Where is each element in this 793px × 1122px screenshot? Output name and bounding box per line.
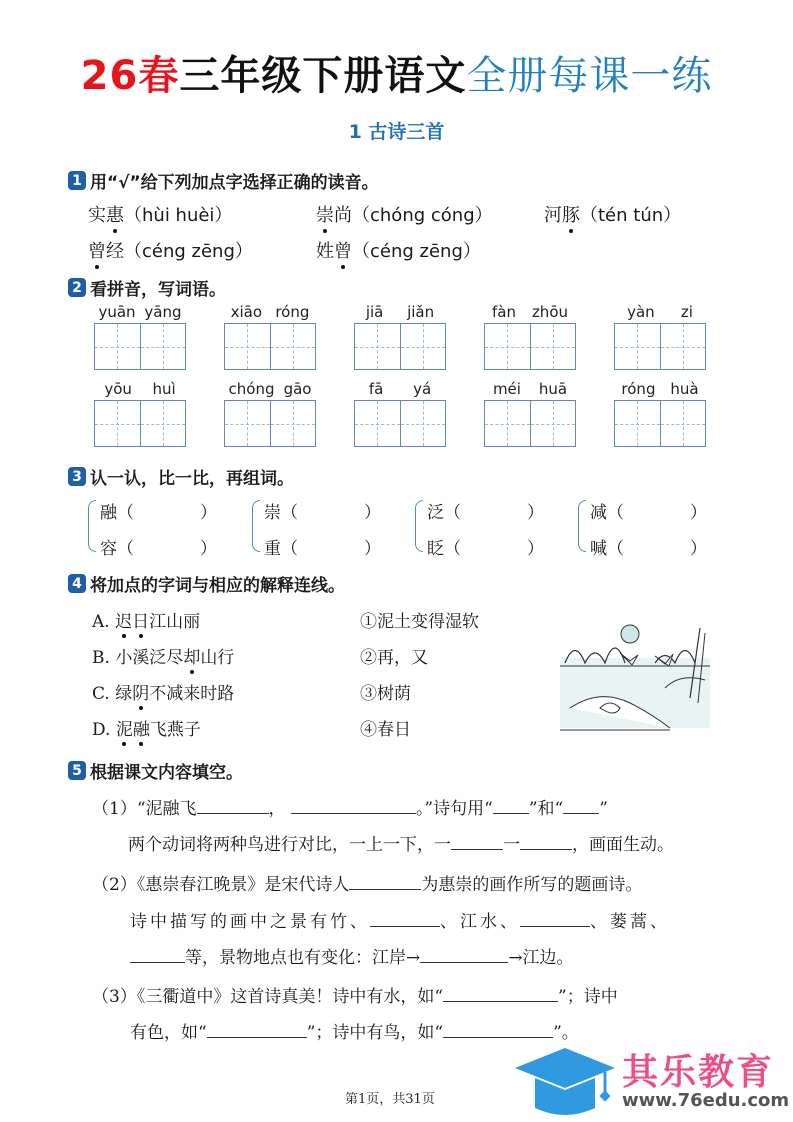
pinyin-syllable: méi <box>492 380 521 398</box>
character-box[interactable] <box>271 324 316 369</box>
section-4-heading <box>68 571 345 596</box>
character-box[interactable] <box>95 324 141 369</box>
pinyin-syllable: yuān <box>98 303 136 321</box>
pinyin-syllable: huà <box>670 380 699 398</box>
blank-field[interactable] <box>349 872 421 890</box>
pinyin-writing-grid <box>224 380 316 448</box>
character-box[interactable] <box>141 324 186 369</box>
tian-zi-ge-boxes <box>224 323 316 370</box>
compare-row[interactable]: 融（ ） <box>100 503 217 523</box>
match-right-3[interactable]: ③树荫 <box>360 684 411 704</box>
section-number-badge: 2 <box>68 278 86 297</box>
dotted-char: 日 <box>132 607 149 632</box>
pinyin-syllable: fàn <box>491 303 516 321</box>
option-letter: B. <box>92 648 116 668</box>
option-letter: D. <box>92 720 116 740</box>
blank-field[interactable] <box>451 832 503 850</box>
dotted-char: 曾 <box>88 237 106 263</box>
poem-text: 江山丽 <box>149 612 201 632</box>
char-compare-pair-4 <box>578 496 728 559</box>
fill-q2-line3: 等，景物地点也有变化：江岸→ →江边。 <box>130 943 574 968</box>
character-box[interactable] <box>485 324 531 369</box>
poem-illustration <box>560 618 720 738</box>
char: 姓 <box>316 241 334 262</box>
pinyin-options[interactable]: （chóng cóng） <box>352 205 493 226</box>
dotted-char: 崇 <box>316 201 334 227</box>
character-box[interactable] <box>661 324 706 369</box>
section-3-title: 认一认，比一比，再组词。 <box>90 469 294 489</box>
tian-zi-ge-boxes <box>354 400 446 447</box>
tian-zi-ge-boxes <box>224 400 316 447</box>
title-series: 全册每课一练 <box>466 53 713 99</box>
character-box[interactable] <box>661 401 706 446</box>
option-letter: A. <box>92 612 116 632</box>
section-number-badge: 5 <box>68 761 86 780</box>
character-box[interactable] <box>485 401 531 446</box>
pinyin-syllable: yōu <box>104 380 132 398</box>
pinyin-syllable: huā <box>538 380 568 398</box>
blank-field[interactable] <box>443 984 558 1002</box>
character-box[interactable] <box>531 401 576 446</box>
fill-q2-line2: 诗中描写的画中之景有竹、 、江水、 、蒌蒿、 <box>130 907 670 932</box>
brace-icon <box>415 500 423 552</box>
section-4-title: 将加点的字词与相应的解释连线。 <box>90 576 345 596</box>
compare-row[interactable]: 重（ ） <box>264 539 381 559</box>
pinyin-options[interactable]: （céng zēng） <box>352 241 481 262</box>
char-compare-pair-2 <box>252 496 402 559</box>
dotted-char: 迟 <box>115 607 132 632</box>
char-compare-pair-1 <box>88 496 238 559</box>
character-box[interactable] <box>271 401 316 446</box>
pinyin-writing-grid <box>94 380 186 448</box>
pinyin-syllable: zhōu <box>531 303 569 321</box>
page-title <box>0 44 793 101</box>
pinyin-writing-grid <box>614 303 706 371</box>
blank-field[interactable] <box>207 1020 307 1038</box>
character-box[interactable] <box>401 401 446 446</box>
pinyin-options[interactable]: （céng zēng） <box>124 241 253 262</box>
compare-row[interactable]: 容（ ） <box>100 539 217 559</box>
pinyin-writing-grid <box>614 380 706 448</box>
pronunciation-item-2 <box>316 201 493 227</box>
pinyin-syllable: yāng <box>144 303 182 321</box>
pinyin-writing-grid <box>484 380 576 448</box>
match-left-3[interactable] <box>92 679 234 704</box>
pinyin-syllable: yàn <box>627 303 655 321</box>
character-box[interactable] <box>225 401 271 446</box>
blank-field[interactable] <box>420 945 508 963</box>
pinyin-label <box>484 303 576 321</box>
pinyin-syllable: chóng <box>228 380 275 398</box>
pronunciation-item-1 <box>88 201 232 227</box>
poem-text: 绿 <box>115 684 133 704</box>
pinyin-label <box>94 380 186 398</box>
pinyin-label <box>224 380 316 398</box>
pinyin-writing-grid <box>94 303 186 371</box>
pinyin-label <box>94 303 186 321</box>
match-left-2[interactable] <box>92 643 234 668</box>
pinyin-label <box>354 380 446 398</box>
char: 实 <box>88 205 106 226</box>
page-number: 第1页，共31页 <box>345 1092 435 1107</box>
pronunciation-item-4 <box>88 237 253 263</box>
blank-field[interactable] <box>370 909 440 927</box>
blank-field[interactable] <box>520 909 590 927</box>
title-year: 26春 <box>80 53 180 99</box>
pinyin-writing-grid <box>224 303 316 371</box>
pinyin-writing-grid <box>484 303 576 371</box>
blank-field[interactable] <box>520 832 572 850</box>
pinyin-syllable: gāo <box>283 380 312 398</box>
blank-field[interactable] <box>493 796 529 814</box>
blank-field[interactable] <box>130 945 185 963</box>
pinyin-label <box>614 380 706 398</box>
tian-zi-ge-boxes <box>94 400 186 447</box>
watermark-logo <box>510 1038 793 1122</box>
character-box[interactable] <box>225 324 271 369</box>
pinyin-syllable: zi <box>680 303 693 321</box>
fill-q3-line2: 有色，如“ ”；诗中有鸟，如“ ”。 <box>130 1018 579 1043</box>
section-number-badge: 4 <box>68 574 86 593</box>
section-2-title: 看拼音，写词语。 <box>90 280 226 300</box>
tian-zi-ge-boxes <box>94 323 186 370</box>
pinyin-syllable: jiǎn <box>407 303 435 321</box>
pronunciation-item-3 <box>544 201 681 227</box>
pinyin-syllable: róng <box>275 303 310 321</box>
pinyin-label <box>224 303 316 321</box>
brace-icon <box>88 500 96 552</box>
match-left-1[interactable] <box>92 607 200 632</box>
char: 尚 <box>334 205 352 226</box>
fill-q3-line1: （3）《三衢道中》这首诗真美！诗中有水，如“ ”；诗中 <box>92 982 618 1007</box>
section-3-heading <box>68 464 294 489</box>
pronunciation-item-5 <box>316 237 481 263</box>
poem-text: 山行 <box>200 648 235 668</box>
brace-icon <box>578 500 586 552</box>
match-left-4[interactable] <box>92 715 201 740</box>
section-5-heading <box>68 758 243 783</box>
fill-q2-line1: （2）《惠崇春江晚景》是宋代诗人 为惠崇的画作所写的题画诗。 <box>92 870 642 895</box>
character-box[interactable] <box>355 401 401 446</box>
pinyin-writing-grid <box>354 303 446 371</box>
graduation-cap-icon <box>510 1038 620 1122</box>
lesson-title: 1 古诗三首 <box>348 121 445 143</box>
section-1-heading <box>68 168 379 193</box>
character-box[interactable] <box>141 401 186 446</box>
dotted-char: 豚 <box>562 201 580 227</box>
character-box[interactable] <box>615 401 661 446</box>
tian-zi-ge-boxes <box>354 323 446 370</box>
section-number-badge: 1 <box>68 171 86 190</box>
match-right-4[interactable]: ④春日 <box>360 720 411 740</box>
blank-field[interactable] <box>291 796 416 814</box>
dotted-char: 却 <box>183 643 200 668</box>
char: 河 <box>544 205 562 226</box>
tian-zi-ge-boxes <box>484 323 576 370</box>
section-number-badge: 3 <box>68 467 86 486</box>
tian-zi-ge-boxes <box>614 400 706 447</box>
compare-row[interactable]: 崇（ ） <box>264 503 381 523</box>
pinyin-label <box>484 380 576 398</box>
tian-zi-ge-boxes <box>614 323 706 370</box>
compare-row[interactable]: 泛（ ） <box>427 503 544 523</box>
tian-zi-ge-boxes <box>484 400 576 447</box>
compare-row[interactable]: 喊（ ） <box>590 539 707 559</box>
pinyin-syllable: xiāo <box>230 303 263 321</box>
section-1-title: 用“√”给下列加点字选择正确的读音。 <box>90 173 379 193</box>
character-box[interactable] <box>95 401 141 446</box>
char: 经 <box>106 241 124 262</box>
pinyin-label <box>614 303 706 321</box>
character-box[interactable] <box>401 324 446 369</box>
blank-field[interactable] <box>443 1020 553 1038</box>
match-right-2[interactable]: ②再，又 <box>360 648 428 668</box>
character-box[interactable] <box>615 324 661 369</box>
section-5-title: 根据课文内容填空。 <box>90 763 243 783</box>
compare-row[interactable]: 眨（ ） <box>427 539 544 559</box>
pinyin-options[interactable]: （hùi huèi） <box>124 205 233 226</box>
dotted-char: 泥 <box>116 715 133 740</box>
pinyin-writing-grid <box>354 380 446 448</box>
watermark-url: www.76edu.com <box>622 1090 790 1111</box>
blank-field[interactable] <box>563 796 599 814</box>
dotted-char: 融 <box>133 715 150 740</box>
pinyin-options[interactable]: （tén tún） <box>580 205 682 226</box>
dotted-char: 阴 <box>132 679 149 704</box>
poem-text: 飞燕子 <box>149 720 201 740</box>
poem-text: 小溪泛尽 <box>115 648 184 668</box>
fill-q1-line2: 两个动词将两种鸟进行对比，一上一下，一 一 ，画面生动。 <box>128 830 674 855</box>
fill-q1-line1: （1）“泥融飞 ， 。”诗句用“ ”和“ ” <box>92 794 608 819</box>
pinyin-syllable: yá <box>413 380 432 398</box>
pinyin-syllable: jiā <box>365 303 384 321</box>
dotted-char: 曾 <box>334 237 352 263</box>
character-box[interactable] <box>355 324 401 369</box>
poem-text: 不减来时路 <box>149 684 235 704</box>
compare-row[interactable]: 减（ ） <box>590 503 707 523</box>
title-grade: 三年级下册语文 <box>179 52 467 99</box>
section-2-heading <box>68 275 226 300</box>
dotted-char: 惠 <box>106 201 124 227</box>
char-compare-pair-3 <box>415 496 565 559</box>
blank-field[interactable] <box>197 796 269 814</box>
match-right-1[interactable]: ①泥土变得湿软 <box>360 612 479 632</box>
pinyin-syllable: róng <box>621 380 656 398</box>
brace-icon <box>252 500 260 552</box>
character-box[interactable] <box>531 324 576 369</box>
pinyin-label <box>354 303 446 321</box>
pinyin-syllable: huì <box>152 380 176 398</box>
pinyin-syllable: fā <box>368 380 384 398</box>
option-letter: C. <box>92 684 116 704</box>
watermark-name: 其乐教育 <box>622 1052 775 1093</box>
